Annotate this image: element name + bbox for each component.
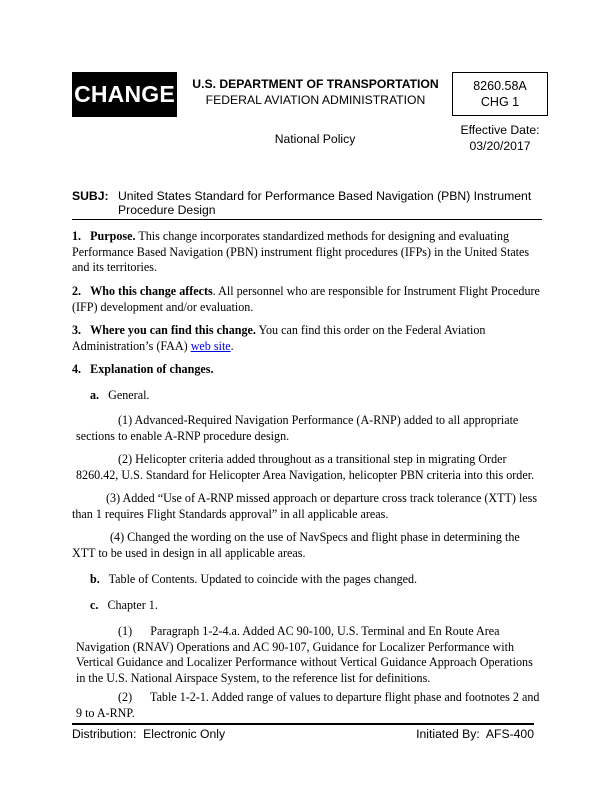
web-site-link[interactable]: web site	[190, 338, 231, 353]
change-banner	[72, 72, 177, 117]
change-number: CHG 1	[480, 95, 520, 109]
effective-date-block	[448, 122, 552, 154]
change-label: CHANGE	[74, 81, 175, 107]
find-number: 3.	[72, 323, 82, 337]
agency-name: FEDERAL AVIATION ADMINISTRATION	[205, 93, 426, 107]
change-a-label: a.	[90, 388, 100, 402]
change-c-label: c.	[90, 598, 99, 612]
affects-heading: Who this change affects	[90, 284, 213, 298]
section-find	[72, 323, 542, 354]
change-c-item-1: (1) Paragraph 1-2-4.a. Added AC 90-100, U.S. Terminal and En Route Area Navigation (RNAV) Operations and AC 90-107, Guidance for Localizer Performance with Vertical Guidance and Localizer Performance without Vertical Guidance Approach Operations in the U.S. National Airspace System, to the reference list for definitions.	[76, 624, 536, 685]
change-c-heading	[72, 598, 542, 614]
subject-line	[72, 189, 542, 217]
policy-type: National Policy	[274, 132, 356, 146]
footer	[72, 727, 534, 741]
change-b-label: b.	[90, 572, 100, 586]
effective-date: 03/20/2017	[469, 139, 531, 153]
affects-number: 2.	[72, 284, 82, 298]
find-text-end: .	[230, 338, 234, 353]
section-explanation	[72, 362, 542, 378]
subject-label: SUBJ:	[72, 189, 109, 203]
effective-label: Effective Date:	[460, 123, 540, 137]
footer-divider	[72, 723, 534, 725]
change-b	[72, 572, 542, 588]
order-number-box	[452, 72, 548, 116]
change-a-item-4: (4) Changed the wording on the use of NavSpecs and flight phase in determining the XTT to be used in design in all applicable areas.	[72, 530, 520, 560]
distribution: Distribution: Electronic Only	[72, 727, 226, 741]
change-a-item-2: (2) Helicopter criteria added throughout as a transitional step in migrating Order 8260.42, U.S. Standard for Helicopter Area Navigation, helicopter PBN criteria into this order.	[76, 452, 535, 482]
find-heading: Where you can find this change.	[90, 323, 256, 337]
explanation-number: 4.	[72, 362, 82, 376]
change-b-title: Table of Contents. Updated to coincide with the pages changed.	[108, 572, 418, 586]
purpose-number: 1.	[72, 229, 82, 243]
change-a-heading	[72, 388, 542, 404]
subject-text: United States Standard for Performance Based Navigation (PBN) Instrument Procedure Design	[118, 189, 532, 217]
change-c-title: Chapter 1.	[107, 598, 158, 612]
agency-header	[188, 76, 443, 108]
department-name: U.S. DEPARTMENT OF TRANSPORTATION	[192, 77, 439, 91]
affects-text: . All personnel who are responsible for Instrument Flight Procedure (IFP) development and/or evaluation.	[72, 284, 540, 314]
explanation-heading: Explanation of changes.	[90, 362, 214, 376]
change-a-title: General.	[108, 388, 150, 402]
initiated-by: Initiated By: AFS-400	[416, 727, 534, 741]
purpose-text: This change incorporates standardized methods for designing and evaluating Performance Based Navigation (PBN) instrument flight procedures (IFPs) in the United States and its territories.	[72, 229, 530, 274]
order-number: 8260.58A	[473, 79, 527, 93]
section-affects	[72, 284, 542, 315]
purpose-heading: Purpose.	[90, 229, 136, 243]
change-a-item-3: (3) Added “Use of A-RNP missed approach or departure cross track tolerance (XTT) less than 1 requires Flight Standards approval” in all applicable areas.	[72, 491, 538, 521]
subject-divider	[72, 219, 542, 220]
change-c-item-2: (2) Table 1-2-1. Added range of values to departure flight phase and footnotes 2 and 9 to A-RNP.	[76, 690, 543, 720]
find-text: You can find this order on the Federal Aviation Administration’s (FAA)	[72, 323, 486, 353]
change-a-item-1: (1) Advanced-Required Navigation Performance (A-RNP) added to all appropriate sections to enable A-RNP procedure design.	[76, 413, 519, 443]
section-purpose	[72, 229, 542, 276]
